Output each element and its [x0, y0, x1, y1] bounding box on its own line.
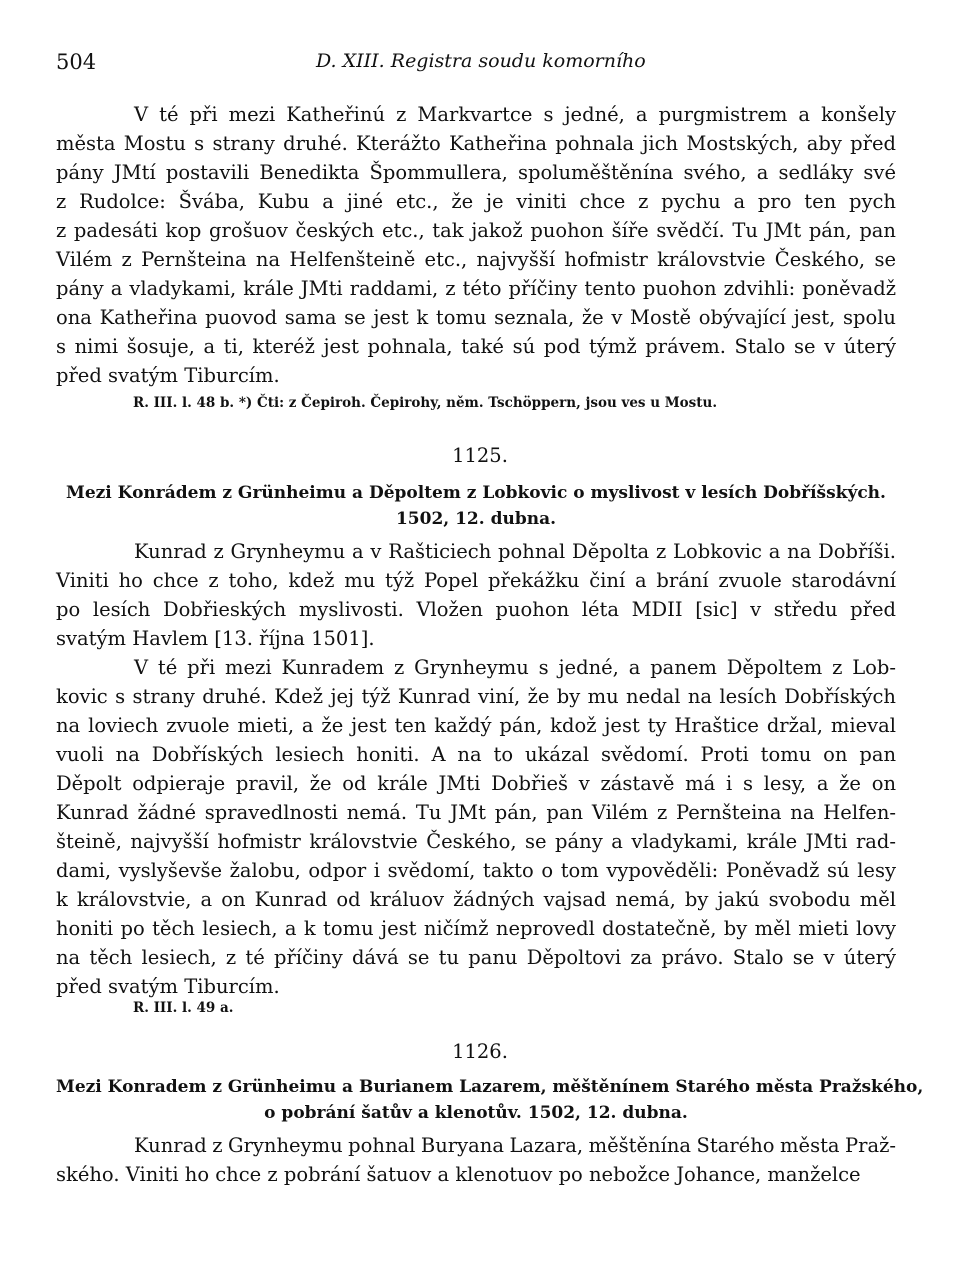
- text-line: Viniti ho chce z toho, kdež mu týž Popel překážku činí a brání zvuole starodávní: [56, 569, 896, 592]
- text-line: Vilém z Pernšteina na Helfenšteině etc., najvyšší hofmistr královstvie Českého, se: [56, 248, 896, 271]
- text-line: dami, vyslyševše žalobu, odpor i svědomí, takto o tom vypověděli: Poněvadž sú lesy: [56, 859, 896, 882]
- document-number: 1125.: [452, 444, 508, 467]
- text-line: ského. Viniti ho chce z pobrání šatuov a klenotuov po nebožce Johance, manželce: [56, 1163, 861, 1186]
- text-line: svatým Havlem [13. října 1501].: [56, 627, 375, 650]
- document-regest: [56, 480, 896, 532]
- footnote: R. III. l. 48 b. *) Čti: z Čepiroh. Čepirohy, něm. Tschöppern, jsou ves u Mostu.: [133, 395, 718, 411]
- text-line: na loviech zvuole mieti, a že jest ten každý pán, kdož jest ty Hraštice držal, mieval: [56, 714, 896, 737]
- text-line: s nimi šosuje, a ti, kteréž jest pohnala, také sú pod týmž právem. Stalo se v úterý: [56, 335, 896, 358]
- regest-line: Mezi Konradem z Grünheimu a Burianem Lazarem, měštěnínem Starého města Pražského,: [56, 1077, 924, 1097]
- running-head: D. XIII. Registra soudu komorního: [316, 50, 646, 72]
- regest-line: o pobrání šatův a klenotův. 1502, 12. dubna.: [264, 1103, 688, 1123]
- document-number: 1126.: [452, 1040, 508, 1063]
- text-line: před svatým Tiburcím.: [56, 364, 280, 387]
- footnote: R. III. l. 49 a.: [133, 1000, 234, 1016]
- text-line: honiti po těch lesiech, a k tomu jest ničímž neprovedl dostatečně, by měl mieti lovy: [56, 917, 896, 940]
- text-line: V té při mezi Katheřinú z Markvartce s jedné, a purgmistrem a konšely: [134, 103, 896, 126]
- text-line: po lesích Dobřieských myslivosti. Vložen puohon léta MDII [sic] v středu před: [56, 598, 896, 621]
- page-number: 504: [56, 50, 97, 74]
- text-line: V té při mezi Kunradem z Grynheymu s jedné, a panem Děpoltem z Lob-: [134, 656, 896, 679]
- text-line: vuoli na Dobříských lesiech honiti. A na to ukázal svědomí. Proti tomu on pan: [56, 743, 896, 766]
- paragraph: [56, 653, 896, 1001]
- paragraph: [56, 537, 896, 653]
- regest-line: 1502, 12. dubna.: [395, 509, 557, 529]
- page-header: [56, 50, 896, 80]
- text-line: z padesáti kop grošuov českých etc., tak jakož puohon šíře svědčí. Tu JMt pán, pan: [56, 219, 896, 242]
- regest-line: Mezi Konrádem z Grünheimu a Děpoltem z Lobkovic o myslivost v lesích Dobříšských.: [66, 483, 886, 503]
- text-line: ona Katheřina puovod sama se jest k tomu seznala, že v Mostě obývající jest, spolu: [56, 306, 896, 329]
- text-line: Děpolt odpieraje pravil, že od krále JMti Dobřieš v zástavě má i s lesy, a že on: [56, 772, 896, 795]
- text-line: kovic s strany druhé. Kdež jej týž Kunrad viní, že by mu nedal na lesích Dobříských: [56, 685, 896, 708]
- text-line: na těch lesiech, z té příčiny dává se tu panu Děpoltovi za právo. Stalo se v úterý: [56, 946, 896, 969]
- text-line: pány JMtí postavili Benedikta Špommullera, spoluměštěnína svého, a sedláky své: [56, 161, 896, 184]
- paragraph: [56, 1131, 896, 1189]
- text-line: města Mostu s strany druhé. Kterážto Katheřina pohnala jich Mostských, aby před: [56, 132, 896, 155]
- text-line: Kunrad z Grynheymu a v Rašticiech pohnal Děpolta z Lobkovic a na Dobříši.: [134, 540, 896, 563]
- text-line: šteině, najvyšší hofmistr královstvie Českého, se pány a vladykami, krále JMti rad-: [56, 830, 896, 853]
- text-line: Kunrad z Grynheymu pohnal Buryana Lazara, měštěnína Starého města Praž-: [134, 1134, 896, 1157]
- text-line: Kunrad žádné spravedlnosti nemá. Tu JMt pán, pan Vilém z Pernšteina na Helfen-: [56, 801, 896, 824]
- text-line: před svatým Tiburcím.: [56, 975, 280, 998]
- document-regest: [56, 1074, 924, 1126]
- paragraph-continuation: [56, 100, 896, 390]
- text-line: z Rudolce: Švába, Kubu a jiné etc., že je viniti chce z pychu a pro ten pych: [56, 190, 896, 213]
- text-line: pány a vladykami, krále JMti raddami, z této příčiny tento puohon zdvihli: poněvadž: [56, 277, 896, 300]
- text-line: k královstvie, a on Kunrad od králuov žádných vajsad nemá, by jakú svobodu měl: [56, 888, 896, 911]
